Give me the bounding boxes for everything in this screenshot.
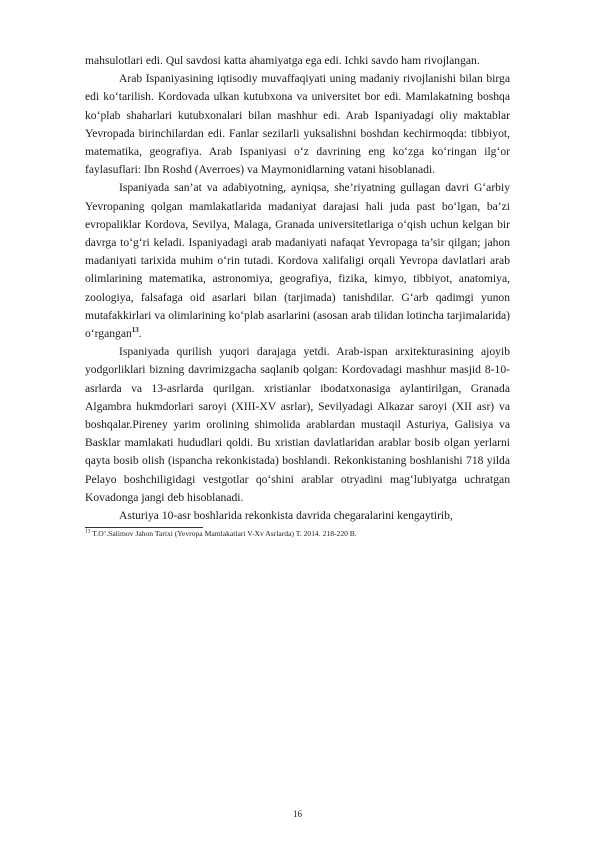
paragraph-3-end: .: [138, 327, 142, 341]
footnote-reference[interactable]: 13: [131, 326, 139, 335]
paragraph-3: [85, 179, 510, 343]
paragraph-2: Arab Ispaniyasining iqtisodiy muvaffaqiyati uning madaniy rivojlanishi bilan birga edi ko‘tarilish. Kordovada ulkan kutubxona va universitet bor edi. Mamlakatning boshqa ko‘plab shaharlari kutubxonalari bilan mashhur edi. Arab Ispaniyadagi oliy maktablar Yevropada birinchilardan edi. Fanlar sezilarli yuksalishni boshdan kechirmoqda: tibbiyot, matematika, geografiya. Arab Ispaniyasi o‘z davrining eng ko‘zga ko‘ringan ilg‘or faylasuflari: Ibn Roshd (Averroes) va Maymonidlarning vatani hisoblanadi.: [85, 72, 510, 177]
paragraph-4: Ispaniyada qurilish yuqori darajaga yetdi. Arab-ispan arxitekturasining ajoyib yodgorliklari bizning davrimizgacha saqlanib qolgan: Kordovadagi mashhur masjid 8-10-asrlarda va 13-asrlarda qurilgan. xristianlar ibodatxonasiga aylantirilgan, Granada Algambra hukmdorlari saroyi (XIII-XV asrlar), Sevilyadagi Alkazar saroyi (XII asr) va boshqalar.Pireney yarim orolining shimolida arablardan mustaqil Asturiya, Galisiya va Basklar mamlakati hududlari qoldi. Bu xristian davlatlaridan arablar bosib olgan yerlarni qayta bosib olish (ispancha rekonkistada) boshlandi. Rekonkistaning boshlanishi 718 yilda Pelayo boshchiligidagi vestgotlar qo‘shini arablar otryadini mag‘lubiyatga uchratgan Kovadonga jangi deb hisoblanadi.: [85, 345, 510, 504]
page-number: 16: [293, 809, 302, 819]
document-page: [85, 52, 510, 539]
footnote-number: 13: [85, 528, 91, 535]
paragraph-1: mahsulotlari edi. Qul savdosi katta ahamiyatga ega edi. Ichki savdo ham rivojlangan.: [85, 54, 480, 67]
footnote: [85, 529, 510, 539]
paragraph-5: Asturiya 10-asr boshlarida rekonkista davrida chegaralarini kengaytirib,: [119, 509, 453, 523]
footnote-text: T.O’.Salimov Jahon Tarixi (Yevropa Mamlakatlari V-Xv Asrlarda) T. 2014. 218-220 B.: [90, 529, 357, 539]
paragraph-3-text: Ispaniyada san’at va adabiyotning, ayniqsa, she’riyatning gullagan davri G‘arbiy Yevropaning qolgan mamlakatlarida madaniyat darajasi hali juda past bo‘lgan, ba’zi evropaliklar Kordova, Sevilya, Malaga, Granada universitetlariga o‘qish uchun kelgan bir davrga to‘g‘ri keladi. Ispaniyadagi arab madaniyati nafaqat Yevropaga ta’sir qilgan; jahon madaniyati tarixida muhim o‘rin tutadi. Kordova xalifaligi orqali Yevropa davlatlari arab olimlarining matematika, astronomiya, geografiya, fizika, kimyo, tibbiyot, anatomiya, zoologiya, falsafaga oid asarlari bilan (tarjimada) tanishdilar. G‘arb qadimgi yunon mutafakkirlari va olimlarining ko‘plab asarlarini (asosan arab tilidan lotincha tarjimalarida) o‘rgangan: [85, 181, 510, 341]
